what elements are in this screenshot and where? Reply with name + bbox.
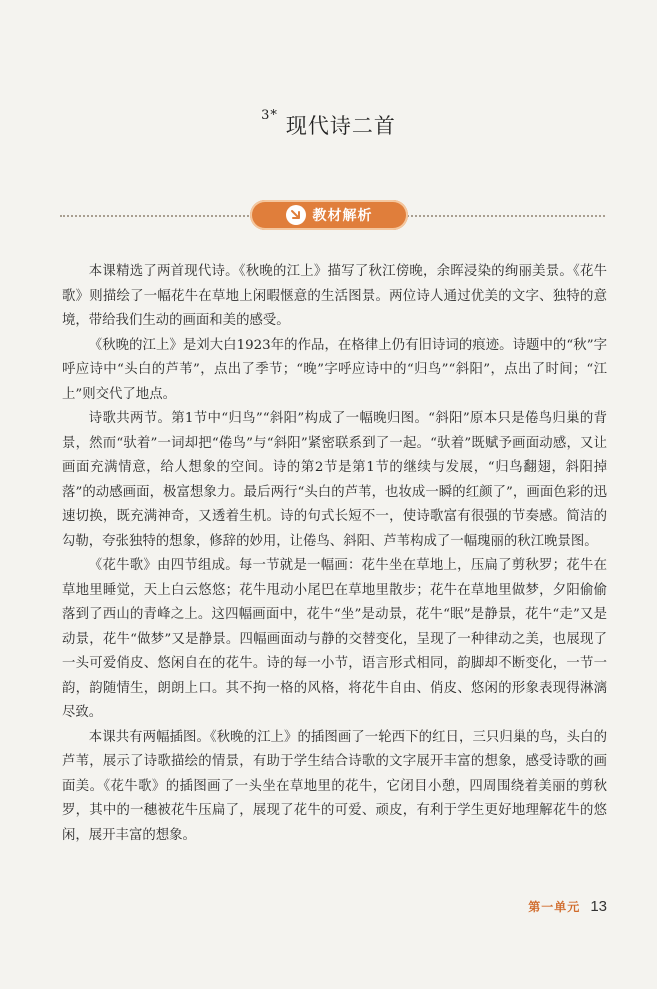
paragraph-2: 《秋晚的江上》是刘大白1923年的作品，在格律上仍有旧诗词的痕迹。诗题中的“秋”字呼应诗中“头白的芦苇”，点出了季节；“晚”字呼应诗中的“归鸟”“斜阳”，点出了时间；“江上”则交代了地点。 — [62, 337, 607, 402]
page-footer — [528, 898, 607, 915]
unit-label: 第一单元 — [528, 900, 581, 914]
section-badge — [250, 200, 408, 230]
arrow-down-right-circle-icon — [286, 205, 306, 225]
lesson-number: 3* — [261, 108, 278, 123]
lesson-title — [0, 110, 657, 140]
analysis-body — [62, 260, 607, 848]
lesson-title-text: 现代诗二首 — [285, 114, 396, 138]
section-header — [60, 200, 605, 232]
section-label: 教材解析 — [312, 208, 373, 224]
paragraph-5: 本课共有两幅插图。《秋晚的江上》的插图画了一轮西下的红日，三只归巢的鸟，头白的芦苇，展示了诗歌描绘的情景，有助于学生结合诗歌的文字展开丰富的想象，感受诗歌的画面美。《花牛歌》的插图画了一头坐在草地里的花牛，它闭目小憩，四周围绕着美丽的剪秋罗，其中的一穗被花牛压扁了，展现了花牛的可爱、顽皮，有利于学生更好地理解花牛的悠闲，展开丰富的想象。 — [62, 729, 607, 843]
paragraph-3: 诗歌共两节。第1节中“归鸟”“斜阳”构成了一幅晚归图。“斜阳”原本只是倦鸟归巢的背景，然而“驮着”一词却把“倦鸟”与“斜阳”紧密联系到了一起。“驮着”既赋予画面动感，又让画面充满情意，给人想象的空间。诗的第2节是第1节的继续与发展，“归鸟翻翅，斜阳掉落”的动感画面，极富想象力。最后两行“头白的芦苇，也妆成一瞬的红颜了”，画面色彩的迅速切换，既充满神奇，又透着生机。诗的句式长短不一，使诗歌富有很强的节奏感。简洁的勾勒，夸张独特的想象，修辞的妙用，让倦鸟、斜阳、芦苇构成了一幅瑰丽的秋江晚景图。 — [62, 411, 607, 549]
page-number: 13 — [590, 898, 607, 915]
paragraph-4: 《花牛歌》由四节组成。每一节就是一幅画：花牛坐在草地上，压扁了剪秋罗；花牛在草地里睡觉，天上白云悠悠；花牛甩动小尾巴在草地里散步；花牛在草地里做梦，夕阳偷偷落到了西山的青峰之上。这四幅画面中，花牛“坐”是动景，花牛“眠”是静景，花牛“走”又是动景，花牛“做梦”又是静景。四幅画面动与静的交替变化，呈现了一种律动之美，也展现了一头可爱俏皮、悠闲自在的花牛。诗的每一小节，语言形式相同，韵脚却不断变化，一节一韵，韵随情生，朗朗上口。其不拘一格的风格，将花牛自由、俏皮、悠闲的形象表现得淋漓尽致。 — [62, 558, 607, 720]
paragraph-1: 本课精选了两首现代诗。《秋晚的江上》描写了秋江傍晚，余晖浸染的绚丽美景。《花牛歌》则描绘了一幅花牛在草地上闲暇惬意的生活图景。两位诗人通过优美的文字、独特的意境，带给我们生动的画面和美的感受。 — [62, 264, 607, 328]
